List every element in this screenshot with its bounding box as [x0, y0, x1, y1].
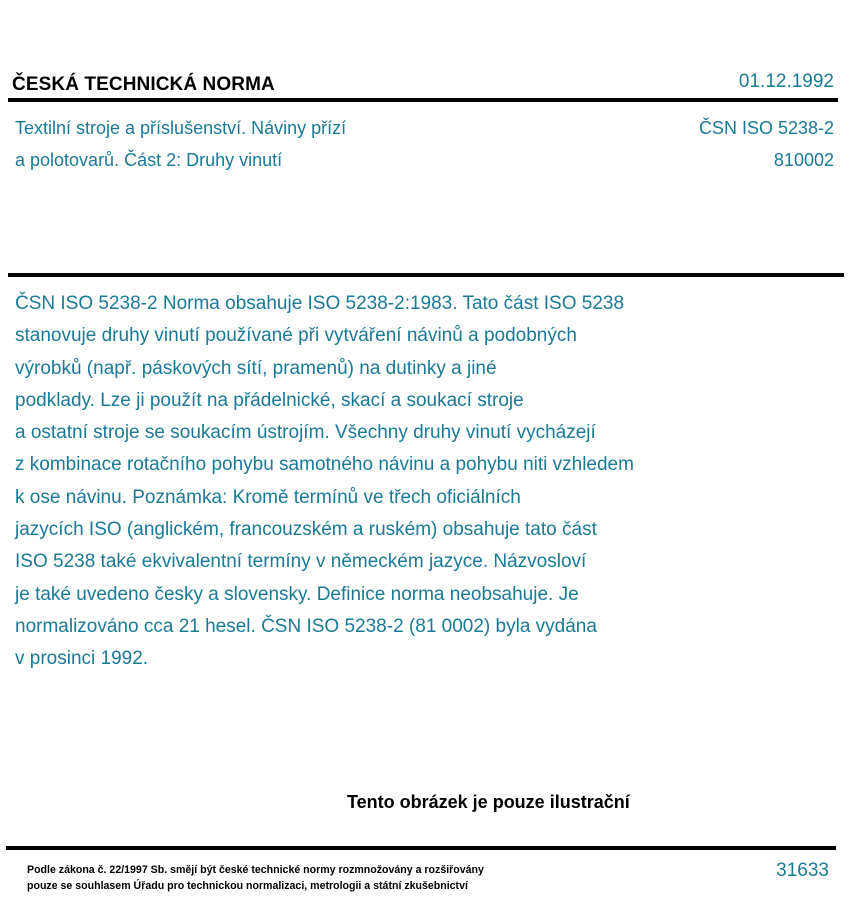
- standard-title-line-1: Textilní stroje a příslušenství. Náviny přízí: [15, 118, 347, 138]
- legal-notice-line: pouze se souhlasem Úřadu pro technickou normalizaci, metrologii a státní zkušebnictví: [27, 880, 468, 892]
- document-number: 31633: [776, 860, 829, 881]
- standard-title-line-2: a polotovarů. Část 2: Druhy vinutí: [15, 150, 283, 170]
- abstract-line: podklady. Lze ji použít na přádelnické, skací a soukací stroje: [15, 389, 524, 411]
- legal-notice-line: Podle zákona č. 22/1997 Sb. smějí být české technické normy rozmnožovány a rozšiřovány: [27, 864, 484, 876]
- issue-date: 01.12.1992: [738, 71, 834, 92]
- footer-divider: [6, 846, 836, 850]
- abstract-line: výrobků (např. páskových sítí, pramenů) na dutinky a jiné: [15, 357, 497, 379]
- abstract-line: je také uvedeno česky a slovensky. Definice norma neobsahuje. Je: [15, 583, 579, 605]
- abstract-line: jazycích ISO (anglickém, francouzském a ruském) obsahuje tato část: [15, 519, 597, 541]
- abstract-line: v prosinci 1992.: [15, 648, 149, 670]
- class-code: 810002: [773, 150, 834, 170]
- section-divider: [8, 273, 844, 277]
- abstract-line: z kombinace rotačního pohybu samotného návinu a pohybu niti vzhledem: [15, 454, 634, 476]
- legal-notice: [27, 862, 484, 894]
- illustration-note: Tento obrázek je pouze ilustrační: [347, 792, 630, 812]
- abstract-line: ČSN ISO 5238-2 Norma obsahuje ISO 5238-2:1983. Tato část ISO 5238: [15, 293, 625, 314]
- abstract-line: ISO 5238 také ekvivalentní termíny v německém jazyce. Názvosloví: [15, 551, 587, 573]
- document-type-title: ČESKÁ TECHNICKÁ NORMA: [12, 74, 275, 95]
- abstract-line: normalizováno cca 21 hesel. ČSN ISO 5238-2 (81 0002) byla vydána: [15, 615, 597, 637]
- abstract-line: k ose návinu. Poznámka: Kromě termínů ve třech oficiálních: [15, 486, 521, 508]
- standard-id: ČSN ISO 5238-2: [698, 118, 834, 138]
- header-divider: [8, 98, 838, 102]
- abstract-line: stanovuje druhy vinutí používané při vytváření návinů a podobných: [15, 325, 577, 347]
- abstract-line: a ostatní stroje se soukacím ústrojím. Všechny druhy vinutí vycházejí: [15, 422, 596, 444]
- abstract-text: [15, 288, 835, 676]
